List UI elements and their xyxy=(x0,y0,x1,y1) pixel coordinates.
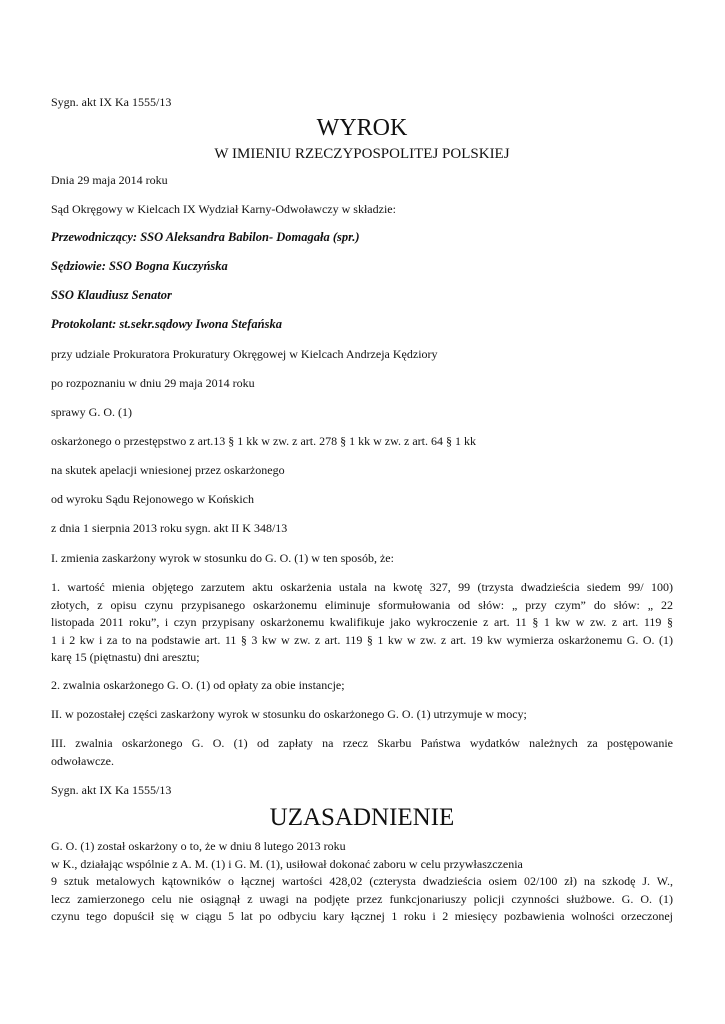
case-signature-top: Sygn. akt IX Ka 1555/13 xyxy=(51,95,172,109)
justification-heading: UZASADNIENIE xyxy=(269,804,455,831)
judgment-title: WYROK xyxy=(316,115,408,141)
judgment-date-line: z dnia 1 sierpnia 2013 roku sygn. akt II K 348/13 xyxy=(51,521,288,535)
ruling-point-1-line: listopada 2011 roku”, i czyn przypisany oskarżonemu kwalifikuje jako wykroczenie z art. 11 § 1 kw w zw. z art. 119 § xyxy=(51,615,673,629)
justification-line: czynu tego dopuścił się w ciągu 5 lat po odbyciu kary łącznej 1 roku i 2 miesięcy pozbawienia wolności orzeczonej xyxy=(51,909,673,923)
charge-line: oskarżonego o przestępstwo z art.13 § 1 kk w zw. z art. 278 § 1 kk w zw. z art. 64 § 1 kk xyxy=(51,434,476,448)
justification-text xyxy=(51,838,673,926)
second-judge: SSO Klaudiusz Senator xyxy=(51,288,172,302)
court-composition: Sąd Okręgowy w Kielcach IX Wydział Karny-Odwoławczy w składzie: xyxy=(51,202,396,216)
hearing-line: po rozpoznaniu w dniu 29 maja 2014 roku xyxy=(51,376,255,390)
ruling-point-2: 2. zwalnia oskarżonego G. O. (1) od opłaty za obie instancje; xyxy=(51,678,345,692)
judges: Sędziowie: SSO Bogna Kuczyńska xyxy=(51,259,228,273)
case-signature-bottom: Sygn. akt IX Ka 1555/13 xyxy=(51,783,172,797)
ruling-point-III xyxy=(51,735,673,770)
ruling-point-1-line: karę 15 (piętnastu) dni aresztu; xyxy=(51,650,200,664)
appeal-line: na skutek apelacji wniesionej przez oskarżonego xyxy=(51,463,285,477)
judgment-subtitle: W IMIENIU RZECZYPOSPOLITEJ POLSKIEJ xyxy=(214,146,510,162)
justification-line: G. O. (1) został oskarżony o to, że w dniu 8 lutego 2013 roku xyxy=(51,839,346,853)
justification-line: w K., działając wspólnie z A. M. (1) i G. M. (1), usiłował dokonać zaboru w celu przywłaszczenia xyxy=(51,856,523,871)
ruling-point-III-line: odwoławcze. xyxy=(51,753,114,768)
ruling-point-1 xyxy=(51,579,673,667)
ruling-point-III-line: III. zwalnia oskarżonego G. O. (1) od zapłaty na rzecz Skarbu Państwa wydatków należnych za postępowanie xyxy=(51,736,673,750)
court-clerk: Protokolant: st.sekr.sądowy Iwona Stefańska xyxy=(51,317,282,331)
justification-line: 9 sztuk metalowych kątowników o łącznej wartości 428,02 (czterysta dwadzieścia osiem 02/100 zł) na szkodę J. W., xyxy=(51,874,673,888)
judgment-date: Dnia 29 maja 2014 roku xyxy=(51,173,168,187)
ruling-point-1-line: 1 i 2 kw i za to na podstawie art. 11 § 3 kw w zw. z art. 119 § 1 kw w zw. z art. 19 kw wymierza oskarżonemu G. O. (1) xyxy=(51,632,673,647)
ruling-point-II: II. w pozostałej części zaskarżony wyrok w stosunku do oskarżonego G. O. (1) utrzymuje w mocy; xyxy=(51,707,527,721)
justification-line: lecz zamierzonego celu nie osiągnął z uwagi na podjęte przez funkcjonariuszy policji czynności służbowe. G. O. (1) xyxy=(51,891,673,906)
case-line: sprawy G. O. (1) xyxy=(51,405,132,419)
ruling-point-I: I. zmienia zaskarżony wyrok w stosunku do G. O. (1) w ten sposób, że: xyxy=(51,551,394,565)
ruling-point-1-line: 1. wartość mienia objętego zarzutem aktu oskarżenia ustala na kwotę 327, 99 (trzysta dwadzieścia siedem 99/ 100) xyxy=(51,580,673,594)
ruling-point-1-line: złotych, z opisu czynu przypisanego oskarżonemu eliminuje sformułowania od słów: „ przy czym” do słów: „ 22 xyxy=(51,597,673,612)
prosecutor-line: przy udziale Prokuratora Prokuratury Okręgowej w Kielcach Andrzeja Kędziory xyxy=(51,347,438,361)
from-judgment-line: od wyroku Sądu Rejonowego w Końskich xyxy=(51,492,254,506)
presiding-judge: Przewodniczący: SSO Aleksandra Babilon- Domagała (spr.) xyxy=(51,230,360,244)
